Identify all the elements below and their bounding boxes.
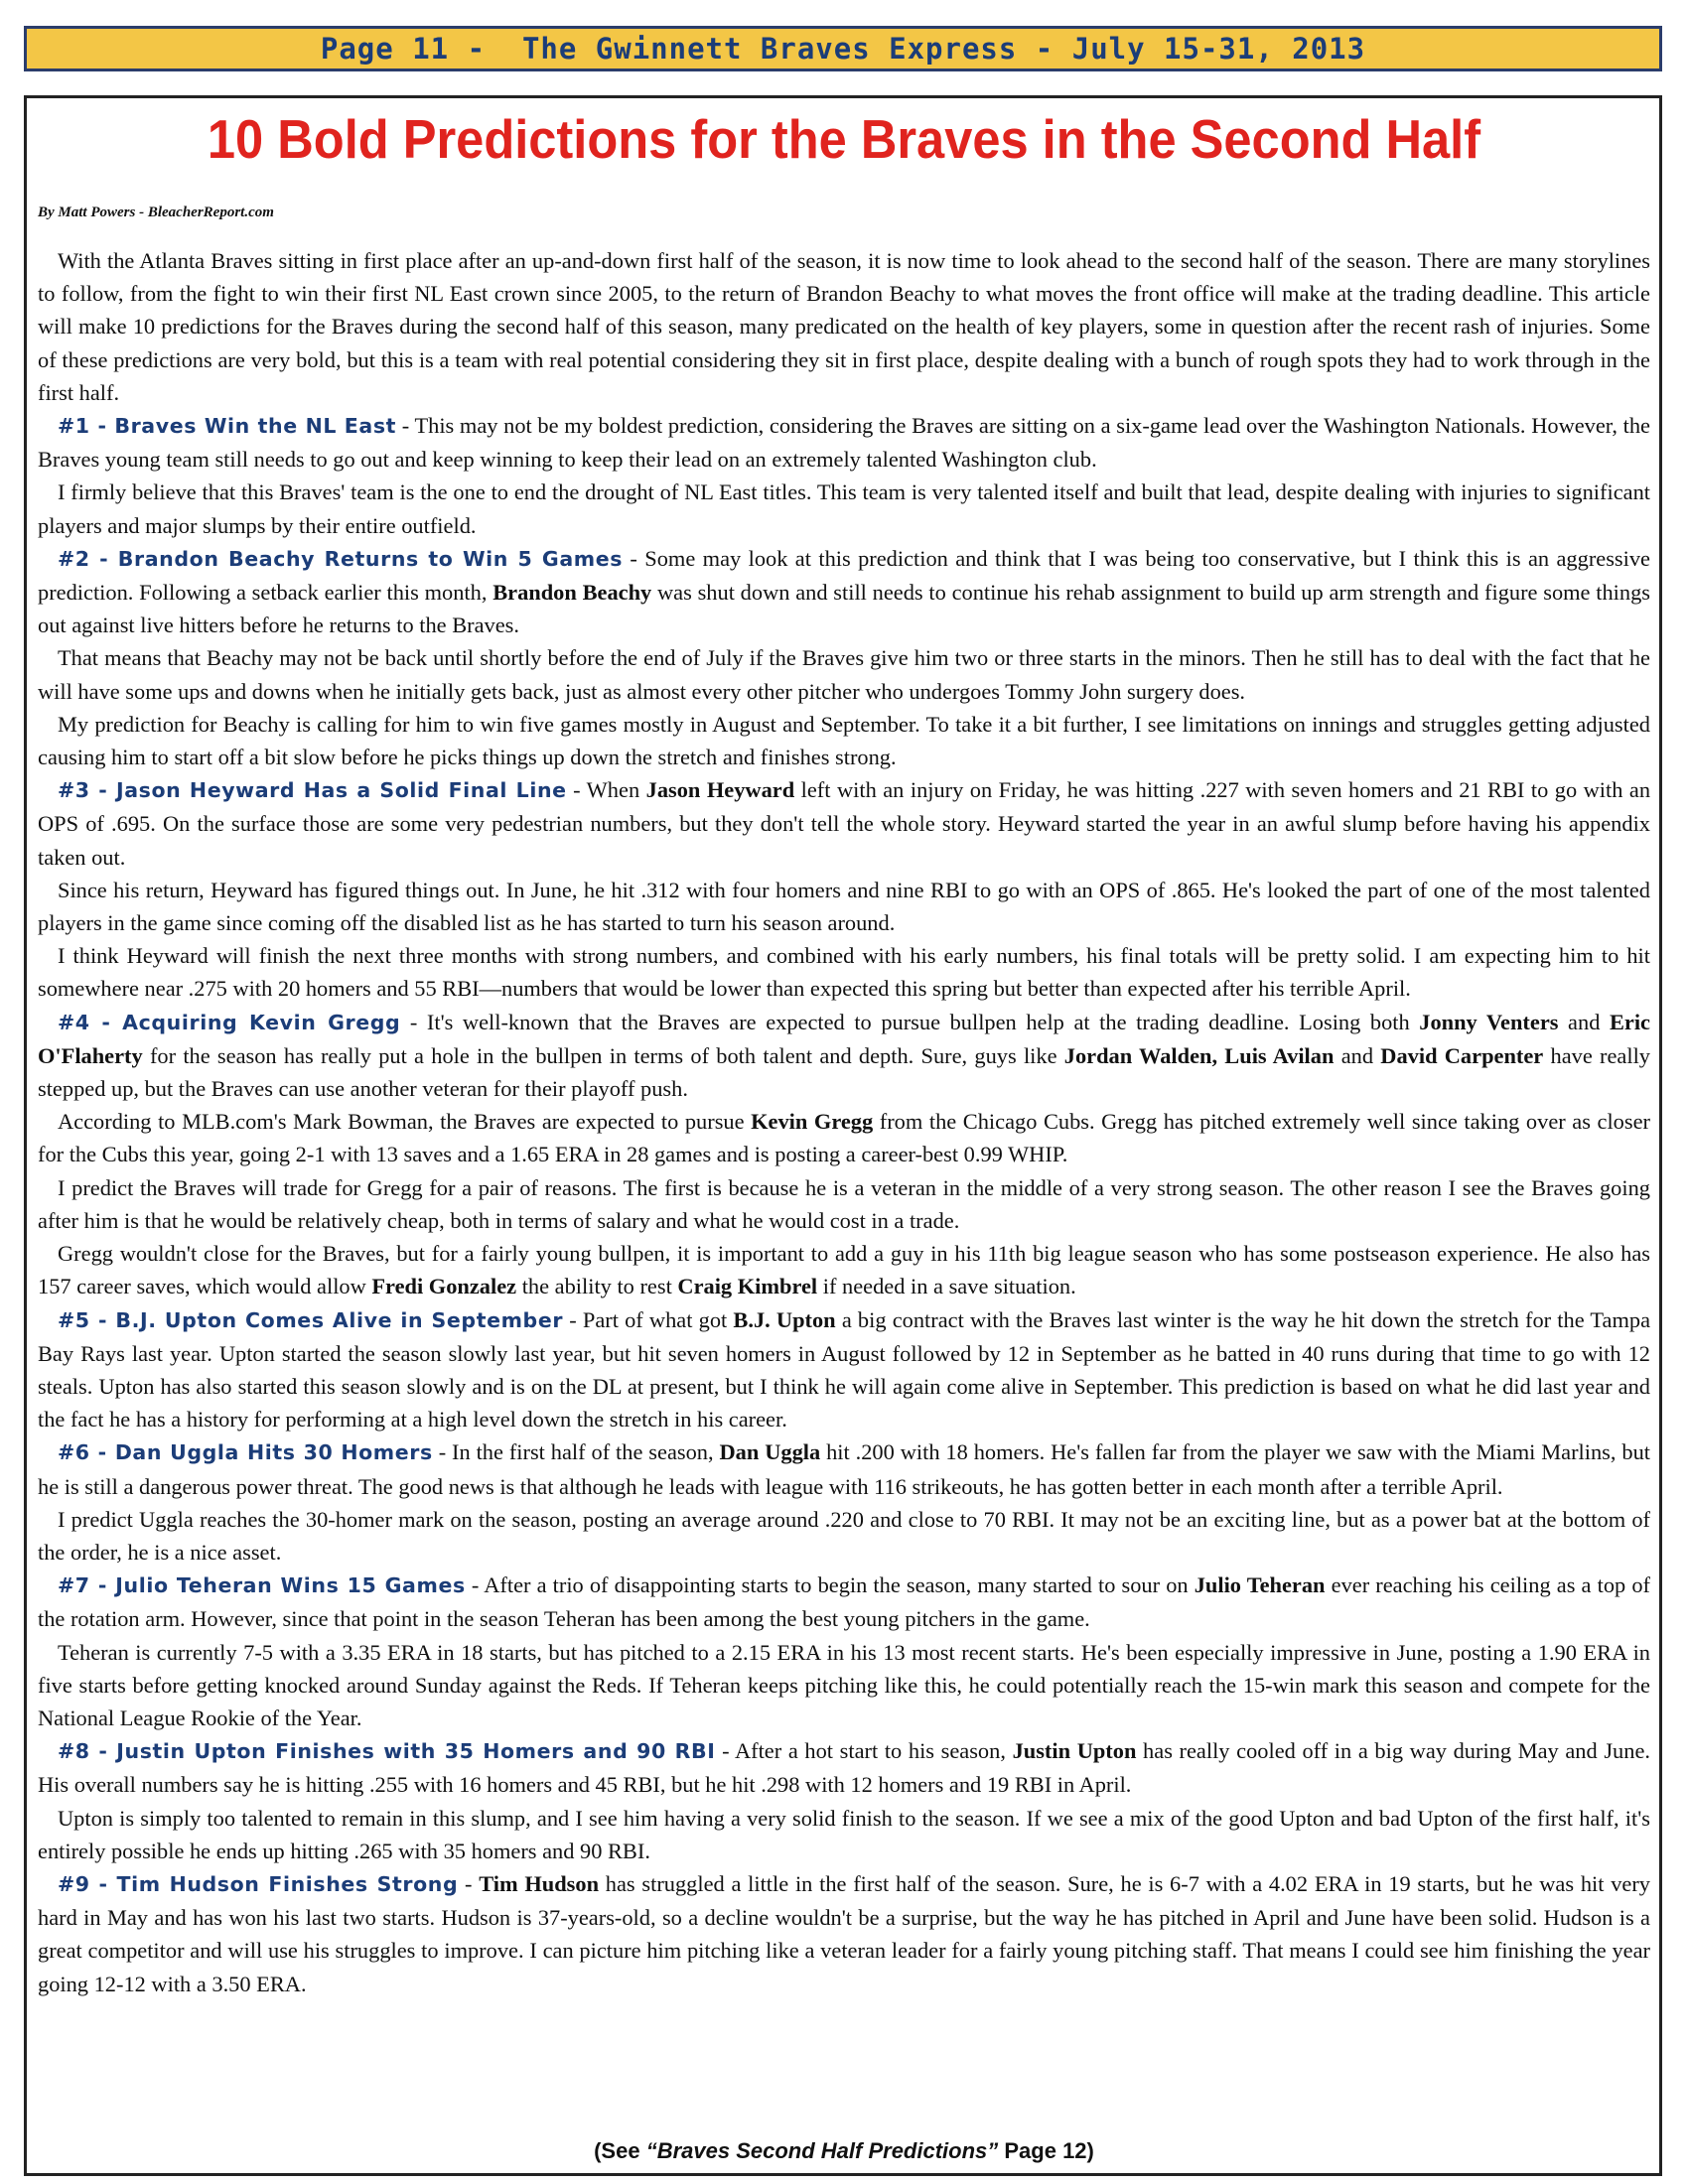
prediction-8-paragraph: Upton is simply too talented to remain in this slump, and I see him having a very solid finish to the season. If we see a mix of the good Upton and bad Upton of the first half, it's entirely possible he ends up hitting .265 with 35 homers and 90 RBI.: [38, 1805, 1650, 1863]
prediction-title: #7 - Julio Teheran Wins 15 Games: [58, 1573, 466, 1598]
player-name: Tim Hudson: [479, 1870, 600, 1896]
prediction-2-paragraph: My prediction for Beachy is calling for him to win five games mostly in August and September. To take it a bit further, I see limitations on innings and struggles getting adjusted causing him to start off a bit slow before he picks things up down the stretch and finishes strong.: [38, 711, 1650, 770]
continued-on-page-note: (See “Braves Second Half Predictions” Page 12): [594, 2138, 1094, 2163]
player-name: Julio Teheran: [1194, 1572, 1326, 1598]
article-byline: By Matt Powers - BleacherReport.com: [38, 205, 274, 220]
player-name: Fredi Gonzalez: [371, 1274, 517, 1299]
player-name: David Carpenter: [1380, 1042, 1544, 1068]
prediction-title: #8 - Justin Upton Finishes with 35 Homers and 90 RBI: [58, 1739, 716, 1764]
prediction-3-paragraph: I think Heyward will finish the next three months with strong numbers, and combined with his early numbers, his final totals will be pretty solid. I am expecting him to hit somewhere near .275 with 20 homers and 55 RBI—numbers that would be lower than expected this spring but better than expected after his terrible April.: [38, 943, 1650, 1002]
player-name: Justin Upton: [1012, 1738, 1137, 1764]
prediction-6-paragraph: I predict Uggla reaches the 30-homer mark on the season, posting an average around .220 and close to 70 RBI. It may not be an exciting line, but as a power bat at the bottom of the order, he is a nice asset.: [38, 1506, 1650, 1565]
player-name: Eric O'Flaherty: [38, 1009, 1651, 1068]
prediction-2-paragraph: That means that Beachy may not be back until shortly before the end of July if the Braves give him two or three starts in the minors. Then he still has to deal with the fact that he will have some ups and downs when he initially gets back, just as almost every other pitcher who undergoes Tommy John surgery does.: [38, 645, 1650, 704]
prediction-1: #1 - Braves Win the NL East - This may not be my boldest prediction, considering the Braves are sitting on a six-game lead over the Washington Nationals. However, the Braves young team still needs to go out and keep winning to keep their lead on an extremely talented Washington club.: [38, 413, 1650, 473]
prediction-2: #2 - Brandon Beachy Returns to Win 5 Games - Some may look at this prediction and think that I was being too conservative, but I think this is an aggressive prediction. Following a setback earlier this month, Brandon Beachy was shut down and still needs to continue his rehab assignment to build up arm strength and figure some things out against live hitters before he returns to the Braves.: [38, 545, 1651, 638]
prediction-4: #4 - Acquiring Kevin Gregg - It's well-known that the Braves are expected to pursue bullpen help at the trading deadline. Losing both Jonny Venters and Eric O'Flaherty for the season has really put a hole in the bullpen in terms of both talent and depth. Sure, guys like Jordan Walden, Luis Avilan and David Carpenter have really stepped up, but the Braves can use another veteran for their playoff push.: [38, 1009, 1651, 1102]
player-name: Jason Heyward: [645, 777, 795, 803]
prediction-6: #6 - Dan Uggla Hits 30 Homers - In the first half of the season, Dan Uggla hit .200 with 18 homers. He's fallen far from the player we saw with the Miami Marlins, but he is still a dangerous power threat. The good news is that although he leads with league with 116 strikeouts, he has gotten better in each month after a terrible April.: [38, 1439, 1650, 1499]
player-name: Craig Kimbrel: [677, 1274, 818, 1299]
prediction-title: #4 - Acquiring Kevin Gregg: [58, 1010, 401, 1034]
prediction-title: #6 - Dan Uggla Hits 30 Homers: [58, 1440, 433, 1465]
prediction-title: #1 - Braves Win the NL East: [58, 414, 397, 439]
player-name: Dan Uggla: [719, 1439, 821, 1465]
continued-article-title: “Braves Second Half Predictions”: [645, 2138, 999, 2163]
prediction-1-paragraph: I firmly believe that this Braves' team is the one to end the drought of NL East titles. This team is very talented itself and built that lead, despite dealing with injuries to significant players and major slumps by their entire outfield.: [38, 479, 1650, 538]
player-name: B.J. Upton: [733, 1306, 836, 1332]
article-body: [38, 244, 1650, 2000]
prediction-3: #3 - Jason Heyward Has a Solid Final Line - When Jason Heyward left with an injury on Friday, he was hitting .227 with seven homers and 21 RBI to go with an OPS of .695. On the surface those are some very pedestrian numbers, but they don't tell the whole story. Heyward started the year in an awful slump before having his appendix taken out.: [38, 777, 1651, 870]
prediction-3-paragraph: Since his return, Heyward has figured things out. In June, he hit .312 with four homers and nine RBI to go with an OPS of .865. He's looked the part of one of the most talented players in the game since coming off the disabled list as he has started to turn his season around.: [38, 877, 1650, 936]
prediction-9: #9 - Tim Hudson Finishes Strong - Tim Hudson has struggled a little in the first half of the season. Sure, he is 6-7 with a 4.02 ERA in 19 starts, but he was hit very hard in May and has won his last two starts. Hudson is 37-years-old, so a decline wouldn't be a surprise, but the way he has pitched in April and June have been solid. Hudson is a great competitor and will use his struggles to improve. I can picture him pitching like a veteran leader for a fairly young pitching staff. That means I could see him finishing the year going 12-12 with a 3.50 ERA.: [38, 1870, 1650, 1996]
page-header-text: Page 11 - The Gwinnett Braves Express - July 15-31, 2013: [320, 32, 1366, 66]
player-name: Jordan Walden, Luis Avilan: [1063, 1042, 1335, 1068]
prediction-4-paragraph: I predict the Braves will trade for Gregg for a pair of reasons. The first is because he is a veteran in the middle of a very strong season. The other reason I see the Braves going after him is that he would be relatively cheap, both in terms of salary and what he would cost in a trade.: [38, 1174, 1650, 1233]
prediction-5: #5 - B.J. Upton Comes Alive in September - Part of what got B.J. Upton a big contract with the Braves last winter is the way he hit down the stretch for the Tampa Bay Rays last year. Upton started the season slowly last year, but hit seven homers in August followed by 12 in September as he batted in 40 runs during that time to go with 12 steals. Upton has also started this season slowly and is on the DL at present, but I think he will again come alive in September. This prediction is based on what he did last year and the fact he has a history for performing at a high level down the stretch in his career.: [38, 1306, 1651, 1433]
prediction-7: #7 - Julio Teheran Wins 15 Games - After a trio of disappointing starts to begin the season, many started to sour on Julio Teheran ever reaching his ceiling as a top of the rotation arm. However, since that point in the season Teheran has been among the best young pitchers in the game.: [38, 1572, 1650, 1632]
prediction-4-paragraph: Gregg wouldn't close for the Braves, but for a fairly young bullpen, it is important to add a guy in his 11th big league season who has some postseason experience. He also has 157 career saves, which would allow Fredi Gonzalez the ability to rest Craig Kimbrel if needed in a save situation.: [38, 1241, 1650, 1299]
player-name: Kevin Gregg: [751, 1109, 874, 1135]
player-name: Jonny Venters: [1419, 1009, 1559, 1034]
article-headline: 10 Bold Predictions for the Braves in the Second Half: [207, 108, 1481, 170]
player-name: Brandon Beachy: [492, 580, 652, 606]
prediction-title: #3 - Jason Heyward Has a Solid Final Line: [58, 778, 567, 803]
intro-paragraph: With the Atlanta Braves sitting in first place after an up-and-down first half of the season, it is now time to look ahead to the second half of the season. There are many storylines to follow, from the fight to win their first NL East crown since 2005, to the return of Brandon Beachy to what moves the front office will make at the trading deadline. This article will make 10 predictions for the Braves during the second half of this season, many predicated on the health of key players, some in question after the recent rash of injuries. Some of these predictions are very bold, but this is a team with real potential considering they sit in first place, despite dealing with a bunch of rough spots they had to work through in the first half.: [38, 248, 1650, 405]
prediction-8: #8 - Justin Upton Finishes with 35 Homers and 90 RBI - After a hot start to his season, Justin Upton has really cooled off in a big way during May and June. His overall numbers say he is hitting .255 with 16 homers and 45 RBI, but he hit .298 with 12 homers and 19 RBI in April.: [38, 1738, 1650, 1798]
page-header: [24, 26, 1662, 71]
prediction-7-paragraph: Teheran is currently 7-5 with a 3.35 ERA in 18 starts, but has pitched to a 2.15 ERA in his 13 most recent starts. He's been especially impressive in June, posting a 1.90 ERA in five starts before getting knocked around Sunday against the Reds. If Teheran keeps pitching like this, he could potentially reach the 15-win mark this season and compete for the National League Rookie of the Year.: [38, 1639, 1650, 1730]
prediction-title: #9 - Tim Hudson Finishes Strong: [58, 1871, 459, 1896]
prediction-title: #5 - B.J. Upton Comes Alive in September: [58, 1307, 564, 1332]
prediction-4-paragraph: According to MLB.com's Mark Bowman, the Braves are expected to pursue Kevin Gregg from the Chicago Cubs. Gregg has pitched extremely well since taking over as closer for the Cubs this year, going 2-1 with 13 saves and a 1.65 ERA in 28 games and is posting a career-best 0.99 WHIP.: [38, 1109, 1650, 1167]
prediction-title: #2 - Brandon Beachy Returns to Win 5 Games: [58, 546, 624, 571]
